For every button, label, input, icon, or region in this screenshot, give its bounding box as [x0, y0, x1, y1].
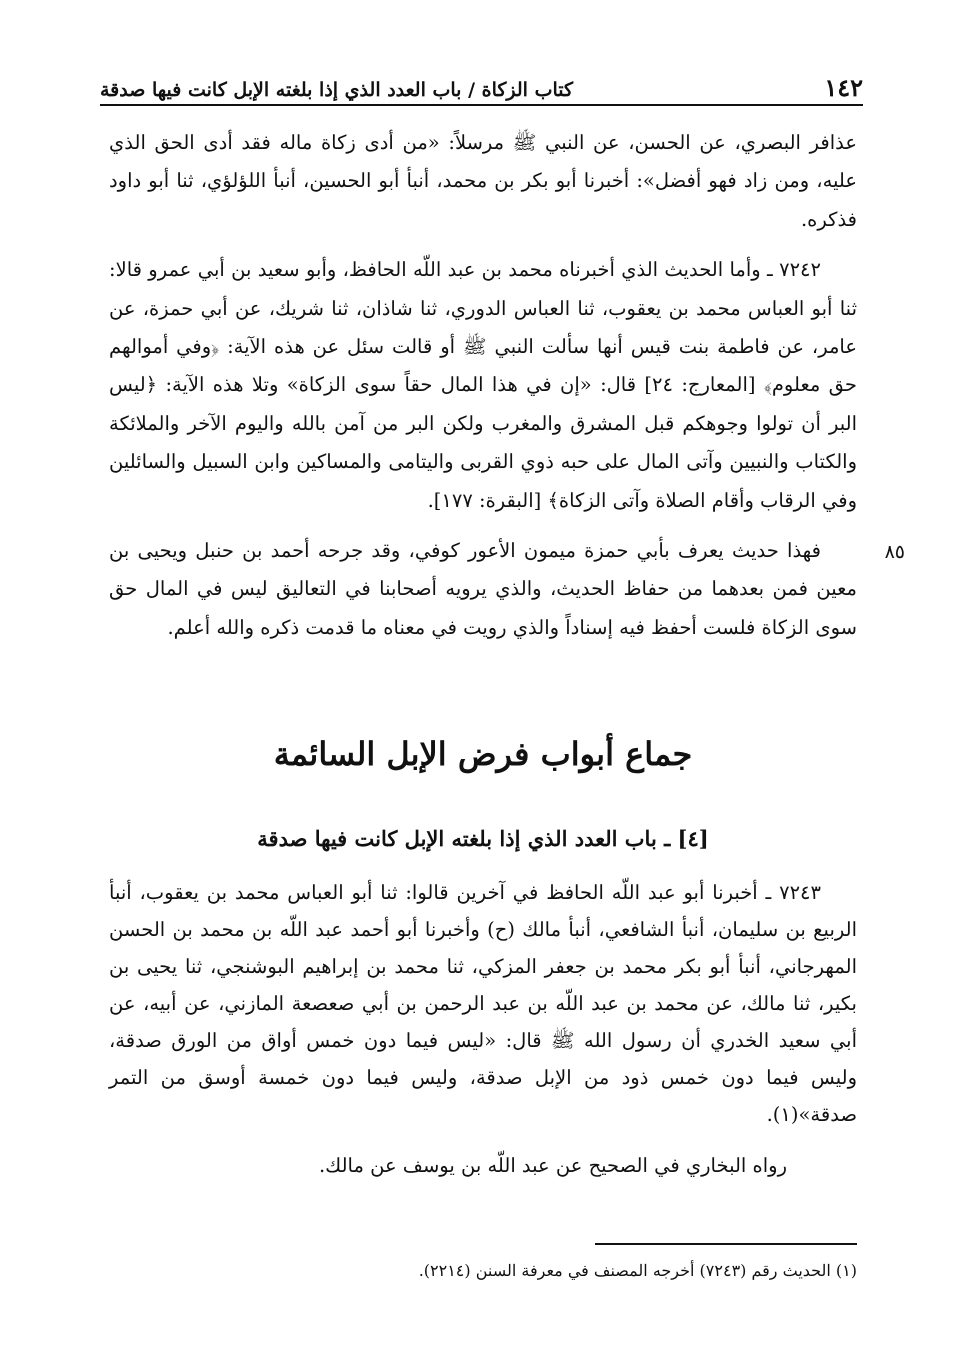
page-number: ١٤٢: [818, 73, 863, 102]
paragraph-riwayah: رواه البخاري في الصحيح عن عبد اللّه بن يوسف عن مالك.: [318, 1154, 787, 1177]
running-header: [100, 70, 863, 106]
footnote-divider: [595, 1243, 857, 1245]
paragraph-hadith-7243: ٧٢٤٣ ـ أخبرنا أبو عبد اللّه الحافظ في آخرين قالوا: ثنا أبو العباس محمد بن يعقوب، أنبأ الربيع بن سليمان، أنبأ الشافعي، أنبأ مالك (ح) وأخبرنا أبو أحمد عبد اللّه بن محمد بن الحسن المهرجاني، أنبأ أبو بكر محمد بن جعفر المزكي، ثنا محمد بن إبراهيم البوشنجي، ثنا يحيى بن بكير، ثنا مالك، عن محمد بن عبد اللّه بن عبد الرحمن بن أبي صعصعة المازني، عن أبيه، عن أبي سعيد الخدري أن رسول الله ﷺ قال: «ليس فيما دون خمس أواق من الورق صدقة، وليس فيما دون خمس ذود من الإبل صدقة، وليس فيما دون خمسة أوسق من التمر صدقة»(١).: [109, 881, 857, 1126]
footnote: (١) الحديث رقم (٧٢٤٣) أخرجه المصنف في معرفة السنن (٢٢١٤).: [418, 1261, 857, 1280]
running-title: كتاب الزكاة / باب العدد الذي إذا بلغته الإبل كانت فيها صدقة: [100, 79, 579, 101]
section-text: [109, 874, 857, 1184]
paragraph-hadith-7242: ٧٢٤٢ ـ وأما الحديث الذي أخبرناه محمد بن عبد اللّه الحافظ، وأبو سعيد بن أبي عمرو قالا: ثنا أبو العباس محمد بن يعقوب، ثنا العباس الدوري، ثنا شاذان، ثنا شريك، عن أبي حمزة، عن عامر، عن فاطمة بنت قيس أنها سألت النبي ﷺ أو قالت سئل عن هذه الآية: ﴿وفي أموالهم حق معلوم﴾ [المعارج: ٢٤] قال: «إن في هذا المال حقاً سوى الزكاة» وتلا هذه الآية: ﴿ليس البر أن تولوا وجوهكم قبل المشرق والمغرب ولكن البر من آمن بالله واليوم الآخر والملائكة والكتاب والنبيين وآتى المال على حبه ذوي القربى واليتامى والمساكين وابن السبيل والسائلين وفي الرقاب وأقام الصلاة وآتى الزكاة﴾ [البقرة: ١٧٧].: [109, 258, 857, 512]
main-text: [109, 124, 857, 647]
margin-page-number: ٨٥: [884, 541, 905, 563]
section-title: [٤] ـ باب العدد الذي إذا بلغته الإبل كانت فيها صدقة: [257, 826, 709, 851]
chapter-title: جماع أبواب فرض الإبل السائمة: [273, 735, 693, 773]
paragraph-commentary: فهذا حديث يعرف بأبي حمزة ميمون الأعور كوفي، وقد جرحه أحمد بن حنبل ويحيى بن معين فمن بعدهما من حفاظ الحديث، والذي يرويه أصحابنا في التعاليق ليس في المال حق سوى الزكاة فلست أحفظ فيه إسناداً والذي رويت في معناه ما قدمت ذكره والله أعلم.: [109, 539, 857, 639]
paragraph-continuation: عذافر البصري، عن الحسن، عن النبي ﷺ مرسلاً: «من أدى زكاة ماله فقد أدى الحق الذي عليه، ومن زاد فهو أفضل»: أخبرنا أبو بكر بن محمد، أنبأ أبو الحسين، أنبأ اللؤلؤي، ثنا أبو داود فذكره.: [109, 131, 857, 231]
